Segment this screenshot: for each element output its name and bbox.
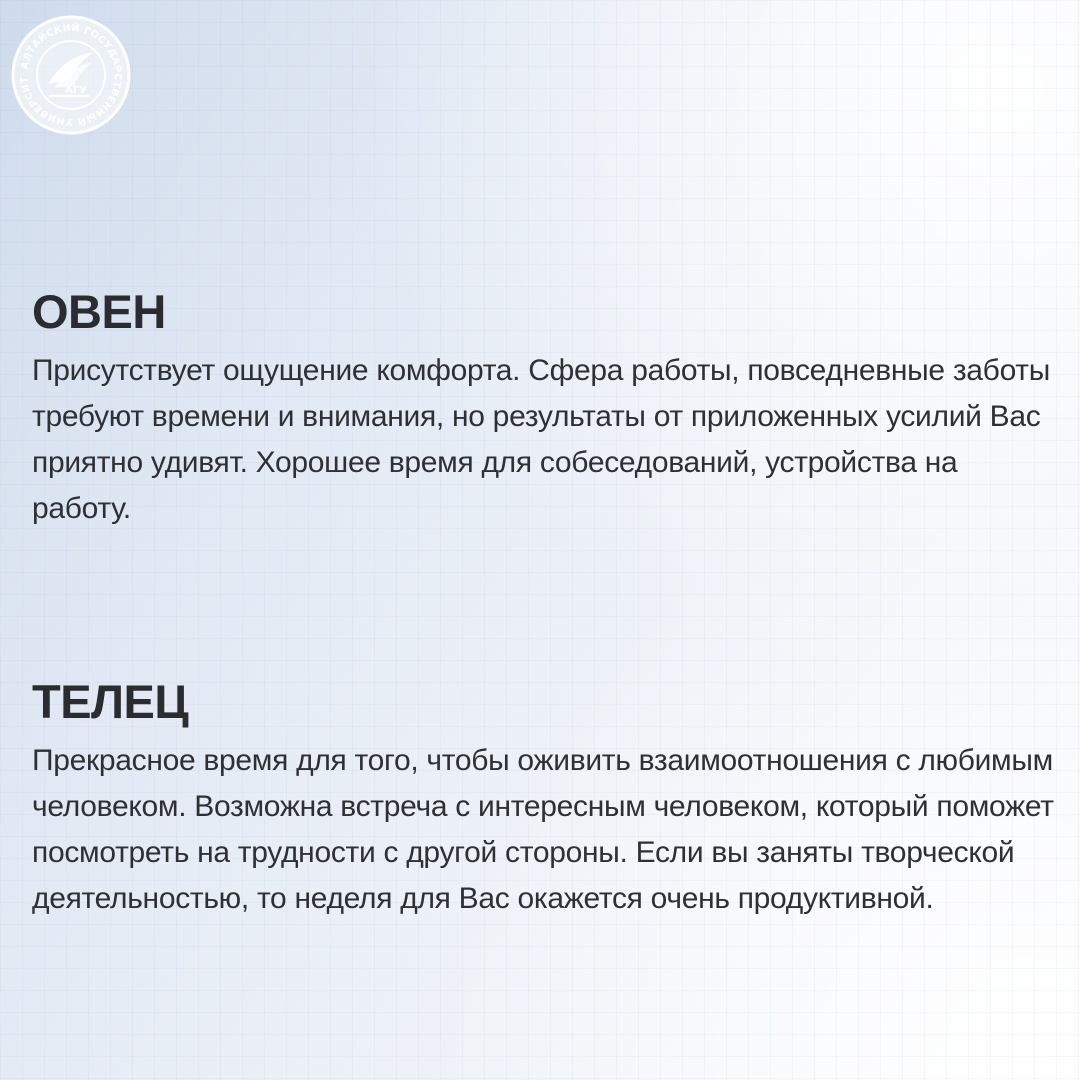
- sign-section-taurus: [32, 672, 1062, 922]
- university-seal-icon: [10, 14, 132, 136]
- logo-ring-text: АЛТАЙСКИЙ ГОСУДАРСТВЕННЫЙ УНИВЕРСИТ: [18, 22, 124, 128]
- sign-text-taurus: Прекрасное время для того, чтобы оживить взаимоотношения с любимым человеком. Возможна встреча с интересным человеком, который поможет посмотреть на трудности с другой стороны. Если вы заняты творческой деятельностью, то неделя для Вас окажется очень продуктивной.: [32, 744, 1054, 915]
- logo-abbr: АГУ: [65, 85, 87, 96]
- university-logo: [10, 14, 132, 136]
- sign-title-aries: ОВЕН: [32, 285, 166, 338]
- sign-title-taurus: ТЕЛЕЦ: [32, 675, 189, 728]
- sign-text-aries: Присутствует ощущение комфорта. Сфера работы, повседневные заботы требуют времени и внимания, но результаты от приложенных усилий Вас приятно удивят. Хорошее время для собеседований, устройства на работу.: [32, 354, 1050, 525]
- sign-section-aries: [32, 282, 1062, 532]
